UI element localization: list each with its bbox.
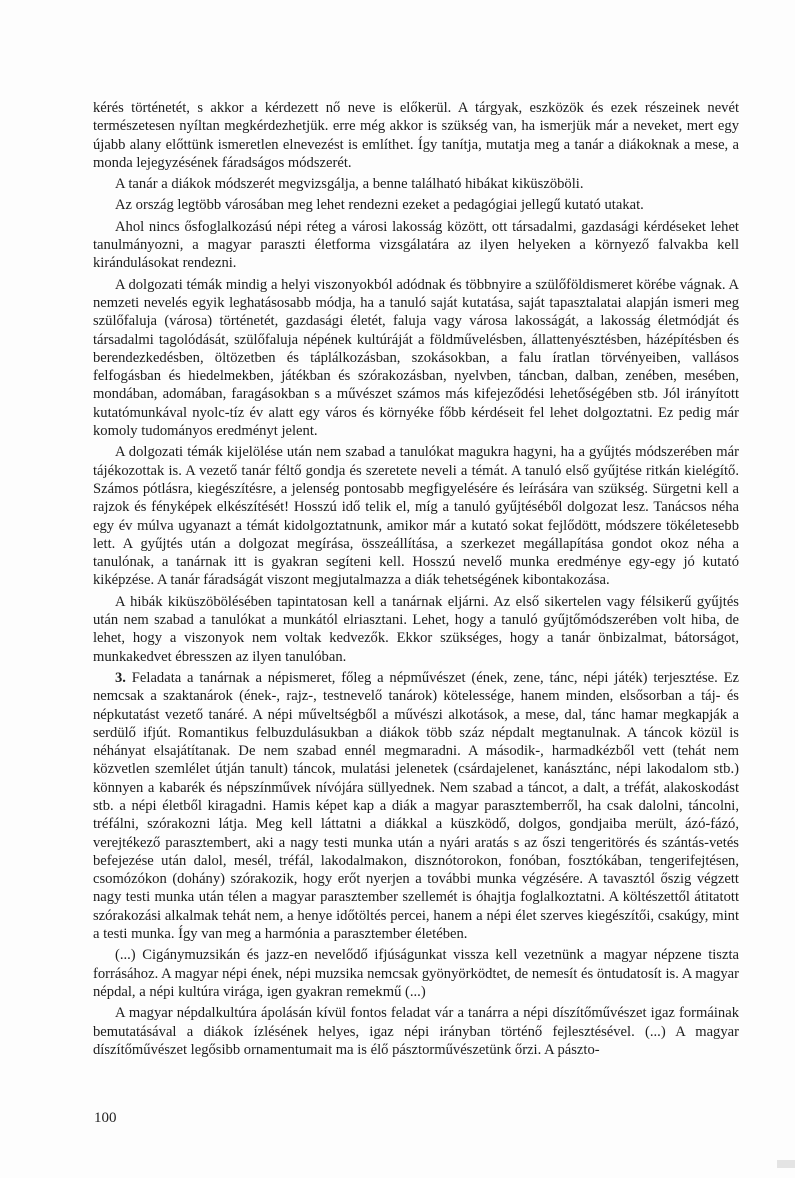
paragraph: Ahol nincs ősfoglalkozású népi réteg a városi lakosság között, ott társadalmi, gazdasági kérdéseket lehet tanulmányozni, a magyar paraszti életforma vizsgálatára az ilyen helyeken a környező falvakba kell kirándulásokat rendezni.	[93, 218, 739, 272]
paragraph: A dolgozati témák mindig a helyi viszonyokból adódnak és többnyire a szülőföldismeret körébe vágnak. A nemzeti nevelés egyik leghatásosabb módja, ha a tanuló saját kutatása, saját tapasztalatai alapján ismeri meg szülőfaluja (városa) történetét, gazdasági életét, faluja vagy városa lakosságát, a lakosság életmódját és társadalmi tagolódását, szülőfaluja népének kultúráját a földművelésben, állattenyésztésben, házépítésben és berendezkedésben, öltözetben és táplálkozásban, szokásokban, a falu íratlan törvényeiben, vallásos felfogásban és hiedelmekben, játékban és szórakozásban, nyelvben, táncban, dalban, zenében, mesében, mondában, adomában, faragásokban s a művészet számos más kifejeződési lehetőségében stb. Jól irányított kutatómunkával nyolc-tíz év alatt egy város és környéke főbb kérdéseit fel lehet dolgoztatni. Ez pedig már komoly tudományos eredményt jelent.	[93, 276, 739, 440]
body-text	[93, 99, 739, 1062]
section-number: 3.	[115, 669, 126, 686]
paragraph: A hibák kiküszöbölésében tapintatosan kell a tanárnak eljárni. Az első sikertelen vagy félsikerű gyűjtés után nem szabad a tanulókat a munkától elriasztani. Lehet, hogy a tanuló gyűjtőmódszerében volt hiba, de lehet, hogy a viszonyok nem voltak kedvezők. Ekkor szükséges, hogy a tanár önbizalmat, bátorságot, munkakedvet ébresszen az ilyen tanulóban.	[93, 593, 739, 665]
paragraph-text: Feladata a tanárnak a népismeret, főleg a népművészet (ének, zene, tánc, népi játék) terjesztése. Ez nemcsak a szaktanárok (ének-, rajz-, testnevelő tanárok) kötelessége, hanem minden, elsősorban a táj- és népkutatást vezető tanáré. A népi műveltségből a művészi alkotások, a mese, dal, tánc hamar megkapják a serdülő ifjút. Romantikus felbuzdulásukban a diákok több száz népdalt megtanulnak. A táncok közül is néhányat elsajátítanak. De nem szabad ennél megmaradni. A második-, harmadkézből vett (tehát nem közvetlen szemlélet útján tanult) táncok, mulatási jelenetek (csárdajelenet, kanásztánc, népi lakodalom stb.) könnyen a kabarék és népszínművek nívójára süllyednek. Nem szabad a táncot, a dalt, a tréfát, alakoskodást stb. a népi életből kiragadni. Hamis képet kap a diák a magyar parasztemberről, ha csak dalolni, táncolni, tréfálni, szórakozni látja. Meg kell láttatni a diákkal a küszködő, dolgos, gondjaiba merült, ázó-fázó, verejtékező parasztembert, aki a nagy testi munka után a nyári aratás s az őszi tengeritörés és szántás-vetés befejezése után dalol, mesél, tréfál, lakodalmakon, disznótorokon, fonóban, fosztókában, tengerifejtésen, csomózókon (dohány) szórakozik, hogy erőt nyerjen a további munka végzésére. A tavasztól őszig végzett nagy testi munka után télen a magyar parasztember szellemét is óhajtja foglalkoztatni. A költészettől átitatott szórakozási alkalmak tehát nem, a henye időtöltés percei, hanem a népi élet szerves kiegészítői, csakúgy, mint a testi munka. Így van meg a harmónia a parasztember életében.	[93, 669, 739, 943]
page-number: 100	[94, 1110, 117, 1126]
paragraph: A dolgozati témák kijelölése után nem szabad a tanulókat magukra hagyni, ha a gyűjtés módszerében már tájékozottak is. A vezető tanár féltő gondja és szeretete neveli a témát. A tanuló első gyűjtése ritkán kielégítő. Számos pótlásra, kiegészítésre, a jelenség pontosabb megfigyelésére és leírására van szükség. Sürgetni kell a rajzok és fényképek elkészítését! Hosszú idő telik el, míg a tanuló gyűjtéséből dolgozat lesz. Tanácsos néha egy év múlva ugyanazt a témát kidolgoztatnunk, amikor már a kutató sokat fejlődött, módszere tökéletesebb lett. A gyűjtés után a dolgozat megírása, összeállítása, a szerkezet megállapítása gondot okoz néha a tanulónak, a tanárnak itt is gyakran segíteni kell. Hosszú nevelő munka eredménye egy-egy jó kutató kiképzése. A tanár fáradságát viszont megjutalmazza a diák tehetségének kibontakozása.	[93, 444, 739, 589]
paragraph: A tanár a diákok módszerét megvizsgálja, a benne található hibákat kiküszöböli.	[115, 176, 584, 193]
scan-edge-mark	[777, 1160, 795, 1168]
paragraph: kérés történetét, s akkor a kérdezett nő neve is előkerül. A tárgyak, eszközök és ezek részeinek nevét természetesen nyíltan megkérdezhetjük. erre még akkor is szükség van, ha ismerjük már a neveket, mert egy újabb alany előttünk ismeretlen elnevezést is említhet. Így tanítja, mutatja meg a tanár a diákoknak a mese, a monda lejegyzésének fáradságos módszerét.	[93, 100, 739, 171]
numbered-paragraph	[93, 669, 739, 943]
paragraph: Az ország legtöbb városában meg lehet rendezni ezeket a pedagógiai jellegű kutató utakat.	[115, 197, 644, 214]
paragraph: A magyar népdalkultúra ápolásán kívül fontos feladat vár a tanárra a népi díszítőművészet igaz formáinak bemutatásával a diákok ízlésének helyes, igaz népi irányban történő fejlesztésével. (...) A magyar díszítőművészet legősibb ornamentumait ma is élő pásztorművészetünk őrzi. A pászto-	[93, 1005, 739, 1058]
paragraph: (...) Cigánymuzsikán és jazz-en nevelődő ifjúságunkat vissza kell vezetnünk a magyar népzene tiszta forrásához. A magyar népi ének, népi muzsika nemcsak gyönyörködtet, de nemesít és öntudatosít is. A magyar népdal, a népi kultúra virága, igen gyakran remekmű (...)	[93, 947, 739, 1000]
